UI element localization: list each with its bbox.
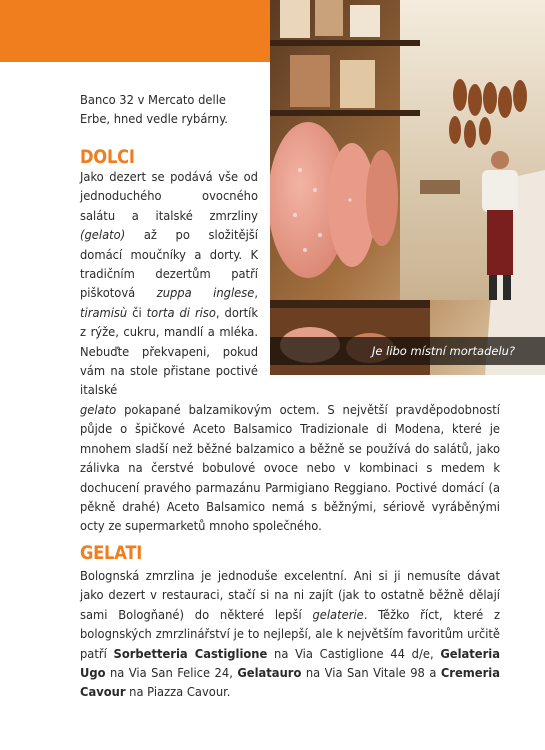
deli-photo [270,0,545,375]
gelati-heading: GELATI [80,542,143,564]
gelati-paragraph [80,567,500,703]
dolci-term-zuppa: zuppa inglese [156,286,255,302]
shop-sorbetteria-castiglione: Sorbetteria Castiglione [113,646,268,662]
dolci-term-gelato-2: gelato [80,403,117,418]
orange-header-band [0,0,270,62]
dolci-text-1: Jako dezert se podává vše od jednoduchého ovocného salátu a italské zmrzliny [80,170,258,224]
dolci-term-tiramisu: tiramisù [80,305,128,321]
dolci-text-5: , dortík z rýže, cukru, mandlí a mléka. Nebuďte překvapeni, pokud vám na stole přistane poctivé italské [80,305,258,399]
gelati-text-2: . Těžko říct, které z bolognských zmrzlinářství je to nejlepší, ale k největším favoritům určitě patří [80,607,501,662]
gelati-text-1: Bolognská zmrzlina je jednoduše excelentní. Ani si ji nemusíte dávat jako dezert v restauraci, stačí si na ni zajít (jak to ostatně běžně dělají sami Bologňané) do některé lepší [80,569,500,623]
dolci-heading: DOLCI [80,146,135,168]
gelati-term-gelaterie: gelaterie [312,607,364,623]
dolci-term-torta: torta di riso [146,305,216,321]
dolci-text-4: či [127,305,147,321]
gelati-text-4: na Via San Felice 24, [105,666,238,682]
dolci-paragraph-bottom [80,401,500,537]
gelati-text-6: na Piazza Cavour. [125,685,231,701]
dolci-term-gelato: (gelato) [80,228,126,244]
shop-gelatauro: Gelatauro [237,666,302,682]
dolci-text-2: až po složitější domácí moučníky a dorty. K tradičním dezertům patří piškotová [80,228,258,302]
dolci-text-6: pokapané balzamikovým octem. S největší pravděpodobností půjde o špičkové Aceto Balsamico Tradizionale di Modena, které je mnohem sladší než běžné balzamico a běžně se používá do salátů, jako zálivka na čerstvé bobulové ovoce nebo v kombinaci s medem k dochucení pravého parmazánu Parmigiano Reggiano. Poctivé domácí (a pěkně drahé) Aceto Balsamico nemá s běžnými, sériově vyráběnými octy ze supermarketů mnoho společného. [80,403,500,535]
dolci-text-3: , [254,286,258,302]
shop-cremeria-cavour: Cremeria Cavour [80,666,500,701]
gelati-text-5: na Via San Vitale 98 a [301,666,441,682]
shop-gelateria-ugo: Gelateria Ugo [80,646,501,682]
deli-photo-illustration [270,0,545,375]
photo-caption: Je libo místní mortadelu? [270,337,545,365]
dolci-paragraph-top [80,168,258,401]
gelati-text-3: na Via Castiglione 44 d/e, [267,646,441,662]
intro-text: Banco 32 v Mercato delle Erbe, hned vedle rybárny. [80,93,228,128]
